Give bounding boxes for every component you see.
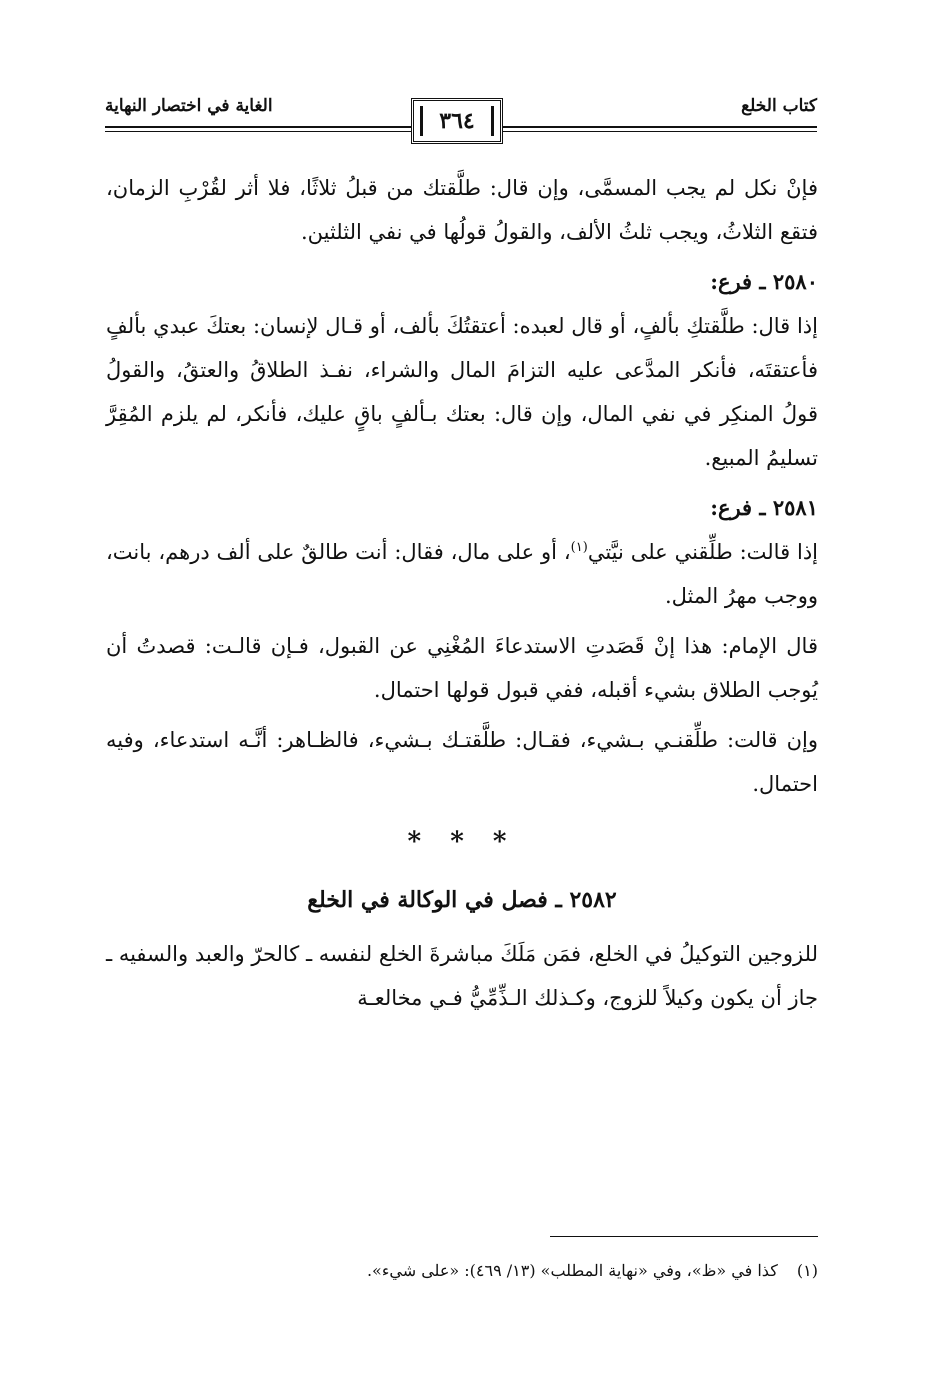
paragraph-2: إذا قال: طلَّقتكِ بألفٍ، أو قال لعبده: أعتقتُكَ بألف، أو قـال لإنسان: بعتكَ عبدي بألفٍ فأعتقتَه، فأنكر المدَّعى عليه التزامَ المال والشراء، نفـذ الطلاقُ والعتقُ، والقولُ قولُ المنكِر في نفي المال، وإن قال: بعتك بـألفٍ باقٍ عليك، فأنكر، لم يلزم المُقِرَّ تسليمُ المبيع. [106,314,818,470]
paragraph-1: فإنْ نكل لم يجب المسمَّى، وإن قال: طلَّقتك من قبلُ ثلاثًا، فلا أثر لقُرْبِ الزمان، فتقع الثلاثُ، ويجب ثلثُ الألف، والقولُ قولُها في نفي الثلثين. [106,176,818,244]
paragraph-6: للزوجين التوكيلُ في الخلع، فمَن مَلَكَ مباشرةَ الخلع لنفسه ـ كالحرّ والعبد والسفيه ـ جاز أن يكون وكيلاً للزوج، وكـذلك الـذِّمِّيُّ فـي مخالعـة [106,942,818,1010]
page-number-frame [411,98,503,144]
page-header [105,92,817,152]
paragraph-3-end: ، أو على مال، فقال: أنت طالقٌ على ألف درهم، بانت، ووجب مهرُ المثل. [106,540,818,608]
branch-heading-2581: ٢٥٨١ ـ فرع: [710,495,818,520]
footnote-marker[interactable]: (١) [570,540,588,555]
page-number: ٣٦٤ [439,108,475,134]
paragraph-3 [106,530,818,618]
main-text [106,166,818,1020]
section-divider-stars: * * * [407,827,517,857]
book-title: الغاية في اختصار النهاية [105,96,273,116]
footnote-separator [550,1236,818,1237]
paragraph-4: قال الإمام: هذا إنْ قَصَدتِ الاستدعاءَ المُغْنِي عن القبول، فـإن قالـت: قصدتُ أن يُوجب الطلاق بشيء أقبله، ففي قبول قولها احتمال. [106,634,818,702]
footnote [106,1258,818,1284]
chapter-title: كتاب الخلع [741,96,817,116]
paragraph-3-start: إذا قالت: طلِّقني على نيَّتي [587,540,819,564]
section-heading-2582: ٢٥٨٢ ـ فصل في الوكالة في الخلع [307,887,617,913]
page-number-inner-frame [420,106,494,136]
paragraph-5: وإن قالت: طلِّقنـي بـشيء، فقـال: طلَّقتـك بـشيء، فالظـاهر: أنَّـه استدعاء، وفيه احتمال. [106,728,818,796]
branch-heading-2580: ٢٥٨٠ ـ فرع: [710,269,818,294]
footnote-text: كذا في «ظ»، وفي «نهاية المطلب» (١٣/ ٤٦٩): «على شيء». [366,1261,778,1280]
footnote-number: (١) [796,1261,818,1280]
